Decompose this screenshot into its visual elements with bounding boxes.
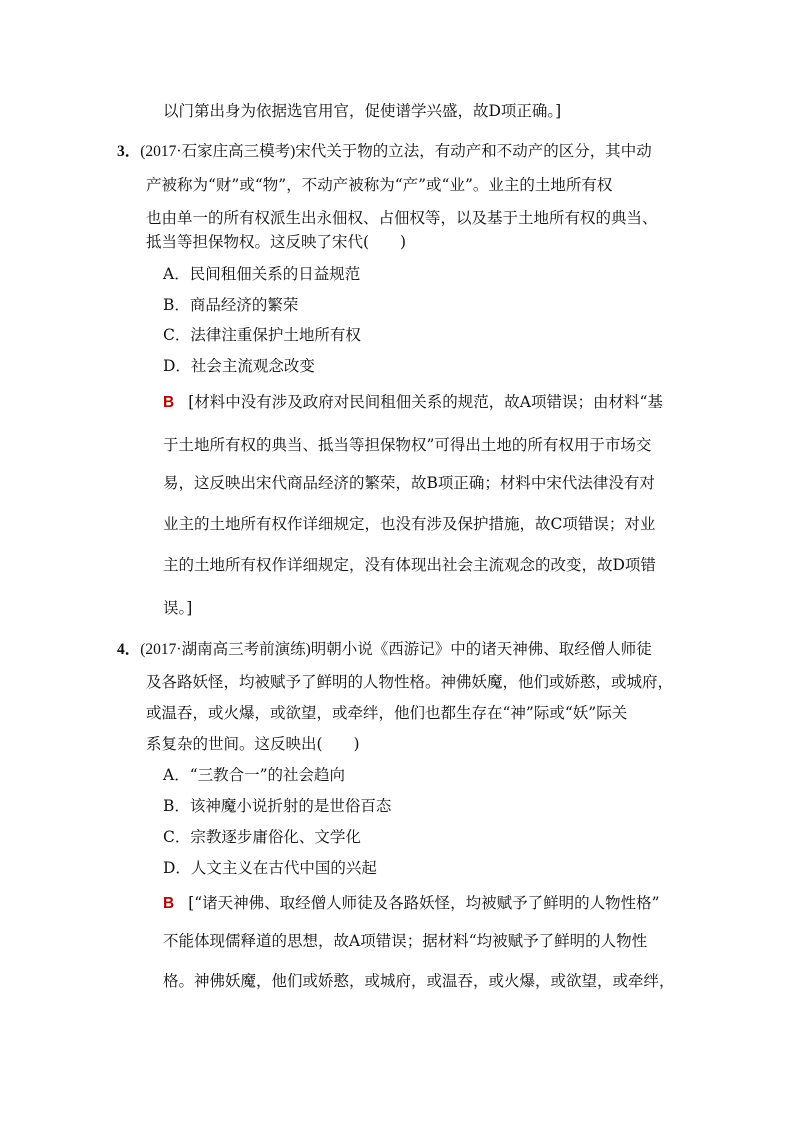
question-3-stem-line-4: 抵当等担保物权。这反映了宋代( ) [146, 233, 407, 251]
question-4-explanation-line-1 [163, 892, 660, 915]
question-3-explanation-line-5: 主的土地所有权作详细规定，没有体现出社会主流观念的改变，故D项错 [163, 556, 656, 574]
question-3-explanation-line-3: 易，这反映出宋代商品经济的繁荣，故B项正确；材料中宋代法律没有对 [163, 474, 655, 492]
question-4-option-c: C．宗教逐步庸俗化、文学化 [163, 828, 361, 846]
question-4-option-d: D．人文主义在古代中国的兴起 [163, 859, 377, 877]
question-3-stem-line-1: 宋代关于物的立法，有动产和不动产的区分，其中动 [295, 142, 652, 160]
question-3-explanation-line-4: 业主的土地所有权作详细规定，也没有涉及保护措施，故C项错误；对业 [163, 515, 656, 533]
question-3-explanation-line-1 [163, 391, 663, 414]
question-3-answer: B [163, 394, 175, 411]
question-3-option-d: D．社会主流观念改变 [163, 357, 315, 375]
question-4-stem-line-1: 明朝小说《西游记》中的诸天神佛、取经僧人师徒 [310, 640, 652, 658]
question-4-source: (2017·湖南高三考前演练) [140, 641, 311, 658]
question-3-explanation-line-6: 误。] [163, 599, 193, 617]
question-3-option-b: B．商品经济的繁荣 [163, 296, 299, 314]
question-3-number: 3． [117, 143, 141, 160]
question-4-explanation-text-1: [“诸天神佛、取经僧人师徒及各路妖怪，均被赋予了鲜明的人物性格” [188, 894, 660, 912]
question-3-first-line [117, 140, 652, 163]
question-4-answer: B [163, 895, 175, 912]
question-3-explanation-line-2: 于土地所有权的典当、抵当等担保物权”可得出土地的所有权用于市场交 [163, 436, 652, 454]
question-3-stem-line-2: 产被称为“财”或“物”，不动产被称为“产”或“业”。业主的土地所有权 [146, 176, 613, 194]
question-3-source: (2017·石家庄高三模考) [140, 143, 296, 160]
question-3-stem-line-3: 也由单一的所有权派生出永佃权、占佃权等，以及基于土地所有权的典当、 [146, 209, 658, 227]
question-3-explanation-text-1: [材料中没有涉及政府对民间租佃关系的规范，故A项错误；由材料“基 [188, 393, 663, 411]
question-4-first-line [117, 638, 652, 661]
question-4-explanation-line-2: 不能体现儒释道的思想，故A项错误；据材料“均被赋予了鲜明的人物性 [163, 932, 648, 950]
question-4-stem-line-2: 及各路妖怪，均被赋予了鲜明的人物性格。神佛妖魔，他们或娇憨，或城府， [146, 673, 674, 691]
prev-explanation-tail: 以门第出身为依据选官用官，促使谱学兴盛，故D项正确。] [163, 102, 562, 120]
question-4-stem-line-3: 或温吞，或火爆，或欲望，或牵绊，他们也都生存在“神”际或“妖”际关 [146, 704, 628, 722]
question-3-option-a: A．民间租佃关系的日益规范 [163, 265, 361, 283]
question-4-number: 4． [117, 641, 141, 658]
question-4-stem-line-4: 系复杂的世间。这反映出( ) [146, 735, 360, 753]
question-4-option-a: A．“三教合一”的社会趋向 [163, 766, 346, 784]
question-3-option-c: C．法律注重保护土地所有权 [163, 326, 361, 344]
question-4-option-b: B．该神魔小说折射的是世俗百态 [163, 797, 392, 815]
question-4-explanation-line-3: 格。神佛妖魔，他们或娇憨，或城府，或温吞，或火爆，或欲望，或牵绊， [163, 972, 675, 990]
